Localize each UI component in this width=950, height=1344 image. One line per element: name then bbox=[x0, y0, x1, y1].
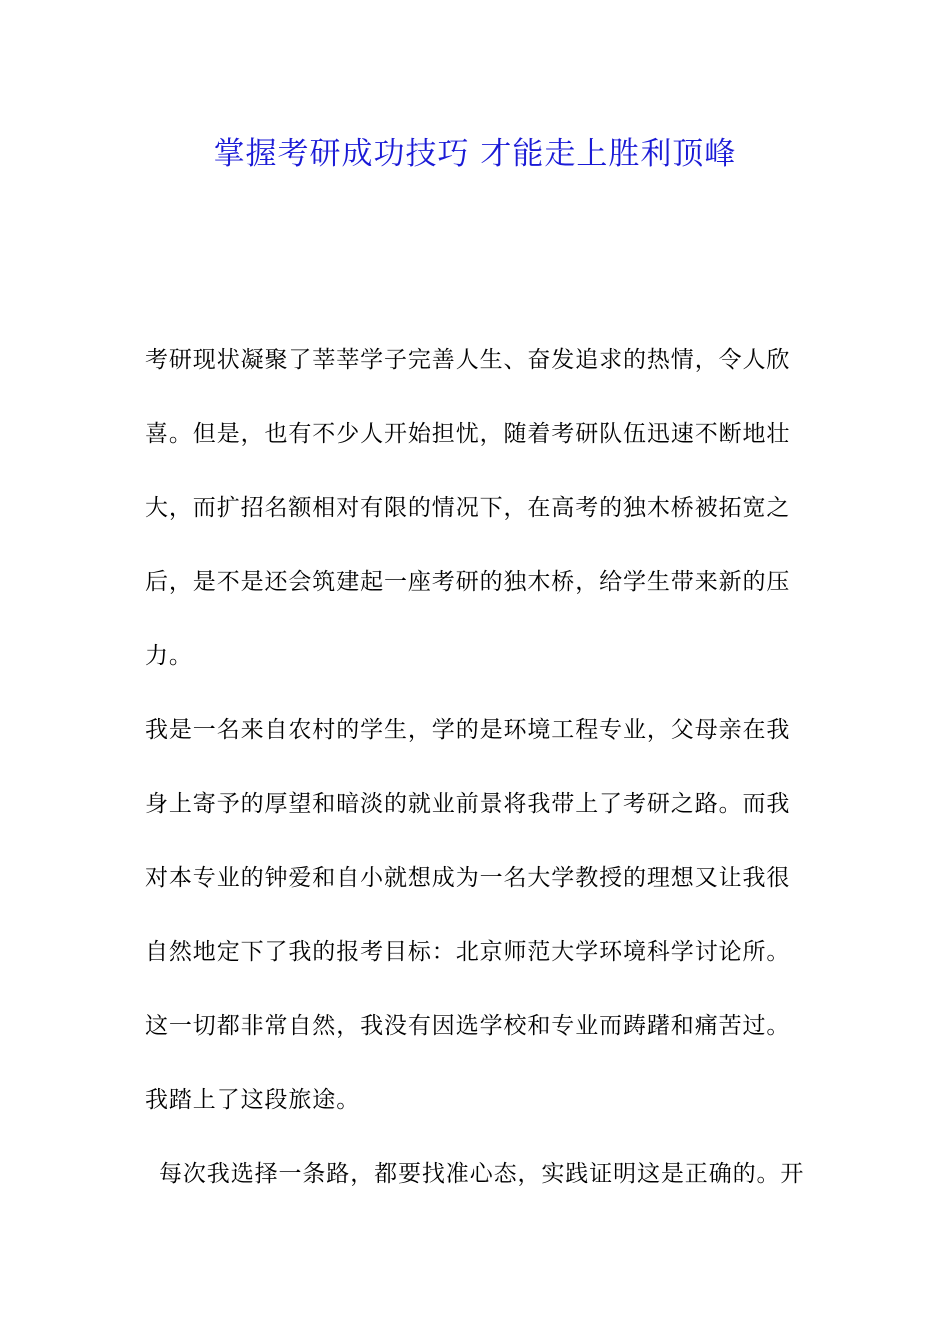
document-body bbox=[145, 334, 810, 1222]
text-line: 力。 bbox=[145, 643, 193, 669]
text-line: 后，是不是还会筑建起一座考研的独木桥，给学生带来新的压 bbox=[145, 569, 791, 595]
text-line: 喜。但是，也有不少人开始担忧，随着考研队伍迅速不断地壮 bbox=[145, 421, 791, 447]
text-line: 这一切都非常自然，我没有因选学校和专业而踌躇和痛苦过。 bbox=[145, 1013, 791, 1039]
text-line: 考研现状凝聚了莘莘学子完善人生、奋发追求的热情，令人欣 bbox=[145, 347, 791, 373]
text-line: 自然地定下了我的报考目标：北京师范大学环境科学讨论所。 bbox=[145, 939, 791, 965]
text-line: 我踏上了这段旅途。 bbox=[145, 1087, 361, 1113]
text-line: 身上寄予的厚望和暗淡的就业前景将我带上了考研之路。而我 bbox=[145, 791, 791, 817]
document-title: 掌握考研成功技巧 才能走上胜利顶峰 bbox=[213, 136, 737, 172]
text-line: 大，而扩招名额相对有限的情况下，在高考的独木桥被拓宽之 bbox=[145, 495, 791, 521]
text-line: 每次我选择一条路，都要找准心态，实践证明这是正确的。开 bbox=[159, 1161, 805, 1187]
text-line: 对本专业的钟爱和自小就想成为一名大学教授的理想又让我很 bbox=[145, 865, 791, 891]
text-line: 我是一名来自农村的学生，学的是环境工程专业，父母亲在我 bbox=[145, 717, 791, 743]
